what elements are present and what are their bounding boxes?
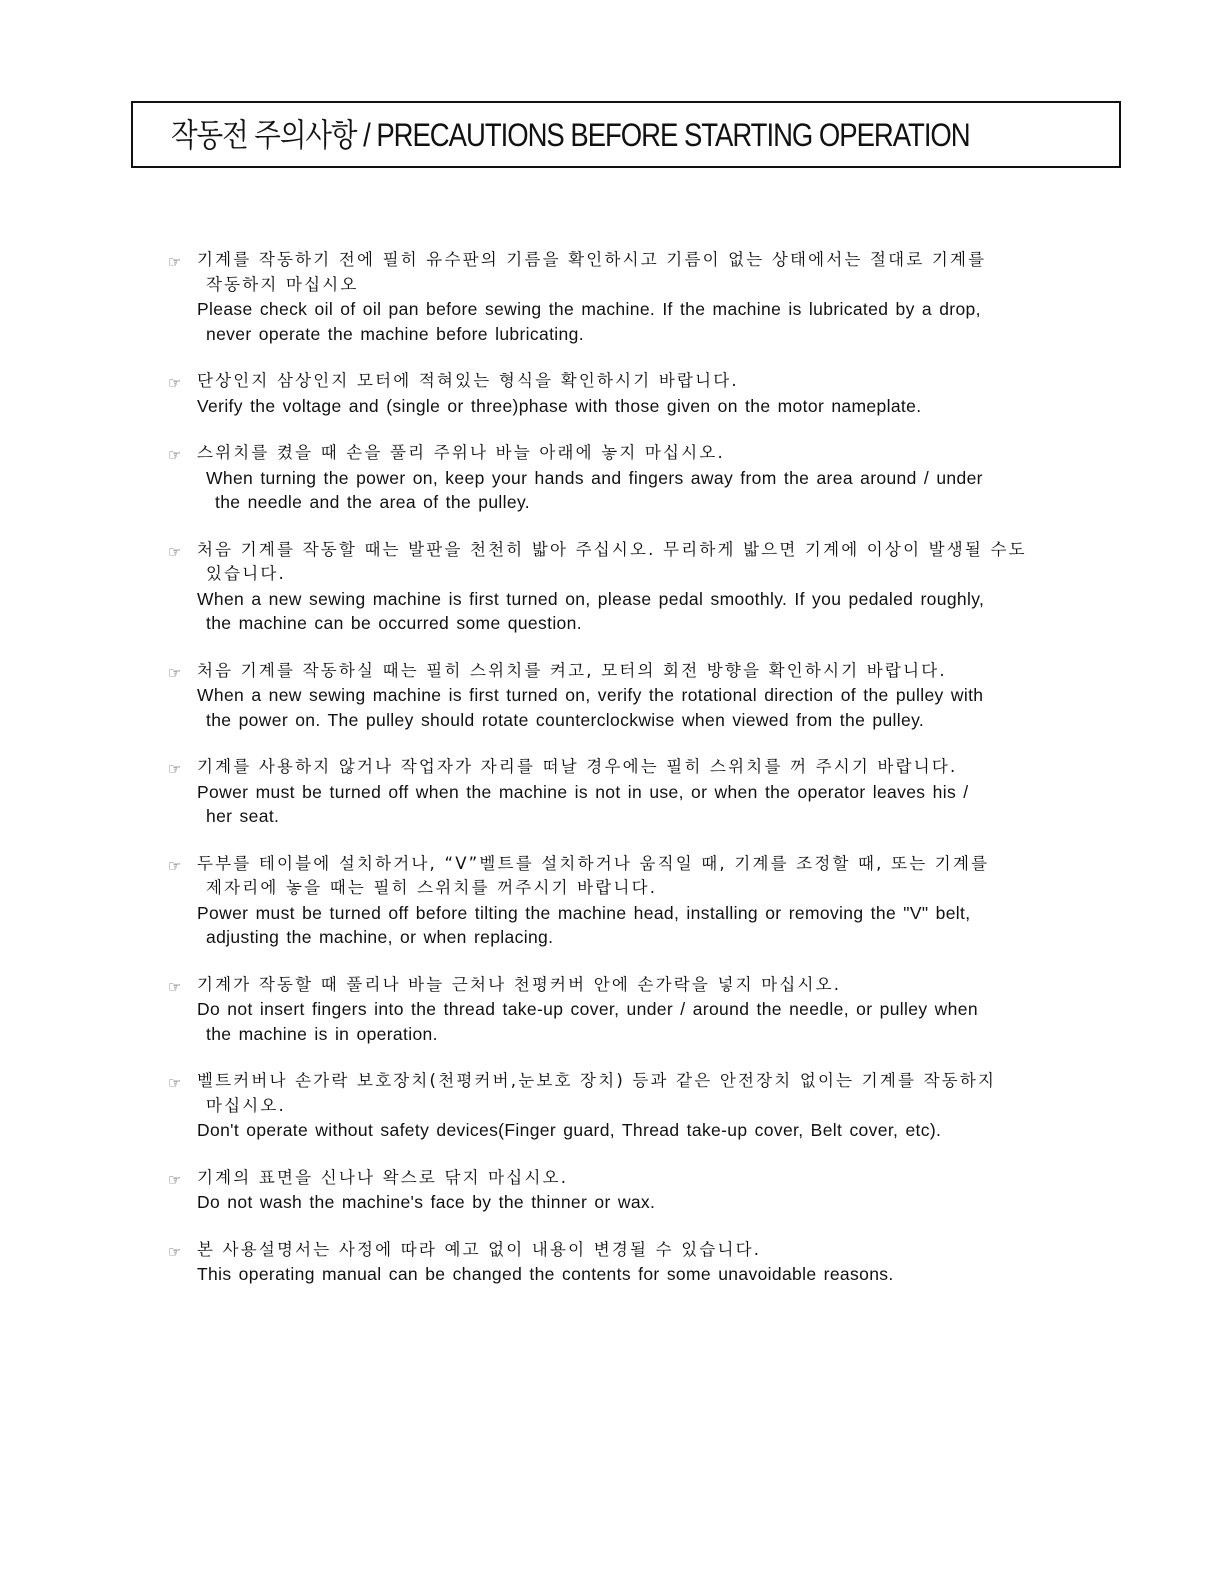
korean-text-line: 제자리에 놓을 때는 필히 스위치를 꺼주시기 바랍니다. <box>206 878 658 897</box>
precaution-item <box>168 1069 1088 1143</box>
english-text-line: her seat. <box>206 806 280 826</box>
korean-text-line: 벨트커버나 손가락 보호장치(천평커버,눈보호 장치) 등과 같은 안전장치 없이는 기계를 작동하지 <box>197 1071 997 1090</box>
page-title: 작동전 주의사항 / PRECAUTIONS BEFORE STARTING OPERATION <box>171 117 970 153</box>
korean-text-line: 처음 기계를 작동하실 때는 필히 스위치를 켜고, 모터의 회전 방향을 확인하시기 바랍니다. <box>197 660 947 680</box>
pointing-hand-icon: ☞ <box>168 760 182 778</box>
korean-text-line: 두부를 테이블에 설치하거나, “V”벨트를 설치하거나 움직일 때, 기계를 조정할 때, 또는 기계를 <box>197 853 990 873</box>
pointing-hand-icon: ☞ <box>168 856 182 875</box>
precaution-item <box>168 538 1088 636</box>
korean-text-line: 있습니다. <box>206 564 287 583</box>
english-text-line: Do not wash the machine's face by the thinner or wax. <box>197 1192 656 1212</box>
english-text-line: Power must be turned off before tilting the machine head, installing or removing the "V" belt, <box>197 902 971 923</box>
english-text-line: When a new sewing machine is first turned on, please pedal smoothly. If you pedaled roughly, <box>197 588 985 609</box>
korean-text-line: 본 사용설명서는 사정에 따라 예고 없이 내용이 변경될 수 있습니다. <box>197 1239 762 1259</box>
korean-text-line: 처음 기계를 작동할 때는 발판을 천천히 밟아 주십시오. 무리하게 밟으면 기계에 이상이 발생될 수도 <box>197 539 1027 559</box>
pointing-hand-icon: ☞ <box>168 1242 182 1261</box>
english-text-line: Do not insert fingers into the thread take-up cover, under / around the needle, or pulley when <box>197 999 978 1019</box>
precaution-item <box>168 248 1088 346</box>
english-text-line: the power on. The pulley should rotate counterclockwise when viewed from the pulley. <box>206 709 925 730</box>
english-text-line: the needle and the area of the pulley. <box>215 492 530 512</box>
english-text-line: Don't operate without safety devices(Finger guard, Thread take-up cover, Belt cover, etc). <box>197 1120 942 1140</box>
english-text-line: never operate the machine before lubricating. <box>206 323 584 344</box>
precaution-item <box>168 369 1088 418</box>
korean-text-line: 작동하지 마십시오 <box>206 274 359 294</box>
precaution-item <box>168 659 1088 733</box>
korean-text-line: 기계를 작동하기 전에 필히 유수판의 기름을 확인하시고 기름이 없는 상태에서는 절대로 기계를 <box>197 250 987 269</box>
precaution-item <box>168 1166 1088 1215</box>
pointing-hand-icon: ☞ <box>168 542 182 561</box>
english-text-line: the machine can be occurred some question. <box>206 613 582 633</box>
pointing-hand-icon: ☞ <box>168 1074 182 1092</box>
english-text-line: adjusting the machine, or when replacing. <box>206 927 554 947</box>
pointing-hand-icon: ☞ <box>168 253 182 271</box>
pointing-hand-icon: ☞ <box>168 977 182 996</box>
precaution-item <box>168 852 1088 950</box>
pointing-hand-icon: ☞ <box>168 374 182 392</box>
korean-text-line: 기계가 작동할 때 풀리나 바늘 근처나 천평커버 안에 손가락을 넣지 마십시오. <box>197 974 842 994</box>
pointing-hand-icon: ☞ <box>168 663 182 682</box>
title-box <box>131 101 1121 168</box>
pointing-hand-icon: ☞ <box>168 1170 182 1189</box>
english-text-line: Verify the voltage and (single or three)phase with those given on the motor nameplate. <box>197 395 922 416</box>
precaution-item <box>168 755 1088 829</box>
korean-text-line: 단상인지 삼상인지 모터에 적혀있는 형식을 확인하시기 바랍니다. <box>197 371 739 390</box>
korean-text-line: 마십시오. <box>206 1095 287 1115</box>
precaution-item <box>168 441 1088 515</box>
pointing-hand-icon: ☞ <box>168 446 182 464</box>
precaution-item <box>168 1238 1088 1287</box>
korean-text-line: 기계의 표면을 신나나 왁스로 닦지 마십시오. <box>197 1167 569 1187</box>
english-text-line: Please check oil of oil pan before sewing the machine. If the machine is lubricated by a drop, <box>197 299 981 319</box>
english-text-line: Power must be turned off when the machine is not in use, or when the operator leaves his / <box>197 781 969 802</box>
english-text-line: When turning the power on, keep your hands and fingers away from the area around / under <box>206 467 983 488</box>
precaution-item <box>168 973 1088 1047</box>
korean-text-line: 기계를 사용하지 않거나 작업자가 자리를 떠날 경우에는 필히 스위치를 꺼 주시기 바랍니다. <box>197 757 958 776</box>
english-text-line: the machine is in operation. <box>206 1023 438 1044</box>
english-text-line: When a new sewing machine is first turned on, verify the rotational direction of the pulley with <box>197 685 984 705</box>
korean-text-line: 스위치를 켰을 때 손을 풀리 주위나 바늘 아래에 놓지 마십시오. <box>197 443 725 462</box>
english-text-line: This operating manual can be changed the contents for some unavoidable reasons. <box>197 1264 894 1284</box>
